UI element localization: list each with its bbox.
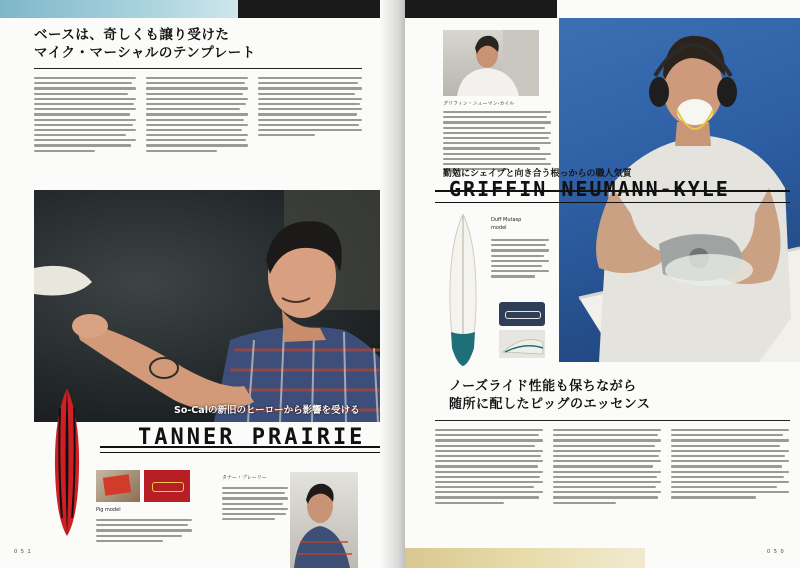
board-detail-photo-1 [96, 470, 140, 502]
griffin-board-caption [491, 216, 521, 232]
tanner-banner-bar-bottom [100, 452, 380, 453]
right-headline-line2: 随所に配したピッグのエッセンス [449, 397, 651, 412]
left-headline-line1: ベースは、奇しくも譲り受けた [34, 27, 230, 43]
tanner-photo [34, 190, 398, 422]
griffin-board-text [491, 236, 549, 281]
right-text-column-3 [671, 426, 789, 546]
tanner-name-banner: TANNER PRAIRIE [138, 425, 366, 450]
bottom-color-strip [405, 548, 645, 568]
griffin-banner-bar-bottom [435, 202, 790, 203]
right-headline-rule [435, 420, 790, 421]
left-page [0, 0, 398, 568]
griffin-logo-detail-photo [499, 302, 545, 326]
griffin-fin-detail-photo [499, 330, 545, 358]
left-headline-rule [34, 68, 362, 69]
griffin-longboard [449, 214, 477, 366]
left-text-column-3 [258, 74, 362, 178]
tanner-photo-caption: So-Calの新旧のヒーローから影響を受ける [174, 405, 360, 416]
left-text-column-1 [34, 74, 136, 178]
tanner-profile-label: タナー・プレーリー [222, 475, 267, 481]
right-headline [449, 378, 650, 414]
griffin-portrait [443, 30, 539, 96]
griffin-profile-text [443, 108, 551, 173]
right-text-column-2 [553, 426, 661, 546]
right-top-dark-strip [405, 0, 557, 18]
right-page-number: 0 5 0 [767, 549, 785, 555]
left-text-column-2 [146, 74, 248, 178]
tanner-portrait [290, 472, 358, 568]
tanner-surfboard [54, 388, 80, 536]
right-headline-line1: ノーズライド性能も保ちながら [449, 379, 637, 394]
tanner-board-text [96, 516, 192, 545]
griffin-profile-label: グリフィン・ニューマン-カイル [443, 101, 515, 107]
griffin-board-caption-line2: model [491, 225, 507, 231]
griffin-name-banner: GRIFFIN NEUMANN-KYLE [449, 177, 730, 201]
left-headline [34, 26, 256, 62]
board-detail-photo-2 [144, 470, 190, 502]
left-page-number: 0 5 1 [14, 549, 32, 555]
tanner-profile-text [222, 484, 288, 523]
griffin-photo-caption: 勤勉にシェイプと向き合う根っからの職人気質 [443, 169, 632, 179]
top-color-strip [0, 0, 240, 18]
right-text-column-1 [435, 426, 543, 546]
left-headline-line2: マイク・マーシャルのテンプレート [34, 45, 256, 61]
right-page [405, 0, 800, 568]
tanner-photo-illustration [34, 190, 398, 422]
griffin-board-caption-line1: Duff Mutasp [491, 217, 522, 223]
tanner-board-caption: Pig model [96, 507, 121, 513]
top-dark-strip [238, 0, 380, 18]
